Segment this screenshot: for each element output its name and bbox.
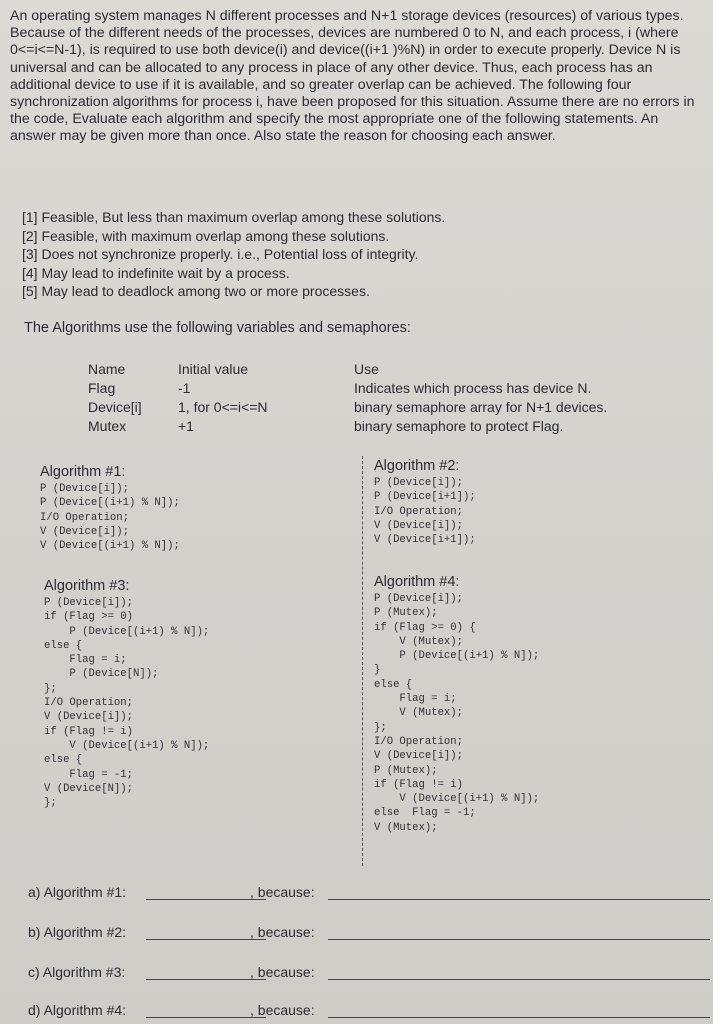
row-mutex-name: Mutex — [88, 418, 127, 434]
answer-a-blank[interactable] — [146, 899, 266, 900]
row-flag-name: Flag — [88, 380, 116, 396]
header-name: Name — [88, 361, 126, 377]
algorithm-1-title: Algorithm #1: — [40, 464, 126, 480]
answer-b-because: , because: — [250, 924, 315, 940]
algorithm-2 — [374, 458, 476, 547]
intro-paragraph: An operating system manages N different processes and N+1 storage devices (resources) of various types. Because of the different needs of the processes, devices are numbered 0 to N, and each process, i (where 0<=i<=N-1), is required to use both device(i) and device((i+1 )%N) in order to execute properly. Device N is universal and can be allocated to any process in place of any other device. Thus, each process has an additional device to use if it is available, and so greater overlap can be achieved. The following four synchronization algorithms for process i, have been proposed for this situation. Assume there are no errors in the code, Evaluate each algorithm and specify the most appropriate one of the following statements. An answer may be given more than once. Also state the reason for choosing each answer. — [10, 8, 695, 145]
algorithm-4 — [374, 574, 539, 835]
variables-table-header — [88, 360, 607, 379]
table-row — [88, 398, 607, 417]
row-mutex-initial: +1 — [178, 418, 194, 434]
variables-table — [88, 360, 607, 436]
answer-c-because: , because: — [250, 964, 315, 980]
answer-d-label: d) Algorithm #4: — [28, 1002, 127, 1018]
table-row — [88, 417, 607, 436]
option-5: [5] May lead to deadlock among two or more processes. — [22, 283, 370, 299]
answer-b-reason-blank[interactable] — [328, 939, 710, 940]
algorithm-3 — [44, 578, 209, 810]
row-device-use: binary semaphore array for N+1 devices. — [354, 399, 608, 415]
header-use: Use — [354, 361, 379, 377]
answer-b-blank[interactable] — [146, 939, 266, 940]
answer-d-blank[interactable] — [146, 1017, 266, 1018]
row-mutex-use: binary semaphore to protect Flag. — [354, 418, 564, 434]
algorithm-2-title: Algorithm #2: — [374, 458, 460, 474]
answer-options-list — [22, 208, 702, 301]
answer-d-because: , because: — [250, 1002, 315, 1018]
algorithm-1 — [40, 464, 180, 553]
algorithm-4-code: P (Device[i]); P (Mutex); if (Flag >= 0) { V (Mutex); P (Device[(i+1) % N]); } else { Flag = i; V (Mutex); }; I/O Operation; V (Device[i]); P (Mutex); if (Flag != i) V (Device[(i+1) % N]); else Flag = -1; V (Mutex); — [374, 593, 540, 834]
answer-d-reason-blank[interactable] — [328, 1017, 710, 1018]
option-3: [3] Does not synchronize properly. i.e., Potential loss of integrity. — [22, 246, 419, 262]
algorithm-4-title: Algorithm #4: — [374, 574, 460, 590]
answer-c-blank[interactable] — [146, 979, 266, 980]
option-1: [1] Feasible, But less than maximum overlap among these solutions. — [22, 209, 446, 225]
row-device-initial: 1, for 0<=i<=N — [178, 399, 268, 415]
answer-a-label: a) Algorithm #1: — [28, 884, 127, 900]
algorithm-3-code: P (Device[i]); if (Flag >= 0) P (Device[(i+1) % N]); else { Flag = i; P (Device[N]); }; I/O Operation; V (Device[i]); if (Flag != i) V (Device[(i+1) % N]); else { Flag = -1; V (Device[N]); }; — [44, 597, 210, 810]
algorithm-1-code: P (Device[i]); P (Device[(i+1) % N]); I/O Operation; V (Device[i]); V (Device[(i+1) % N]); — [40, 483, 180, 553]
answer-a-because: , because: — [250, 884, 315, 900]
answer-c-reason-blank[interactable] — [328, 979, 710, 980]
column-divider — [362, 456, 363, 866]
answer-a-reason-blank[interactable] — [328, 899, 710, 900]
problem-statement — [10, 8, 706, 146]
variables-heading: The Algorithms use the following variables and semaphores: — [24, 320, 411, 336]
header-initial-value: Initial value — [178, 361, 249, 377]
option-2: [2] Feasible, with maximum overlap among these solutions. — [22, 227, 390, 244]
algorithm-2-code: P (Device[i]); P (Device[i+1]); I/O Operation; V (Device[i]); V (Device[i+1]); — [374, 477, 476, 547]
row-flag-use: Indicates which process has device N. — [354, 380, 592, 396]
row-device-name: Device[i] — [88, 399, 142, 415]
answer-c-label: c) Algorithm #3: — [28, 964, 126, 980]
row-flag-initial: -1 — [178, 380, 191, 396]
option-4: [4] May lead to indefinite wait by a process. — [22, 264, 290, 281]
algorithm-3-title: Algorithm #3: — [44, 578, 130, 594]
table-row — [88, 379, 607, 398]
answer-b-label: b) Algorithm #2: — [28, 924, 127, 940]
